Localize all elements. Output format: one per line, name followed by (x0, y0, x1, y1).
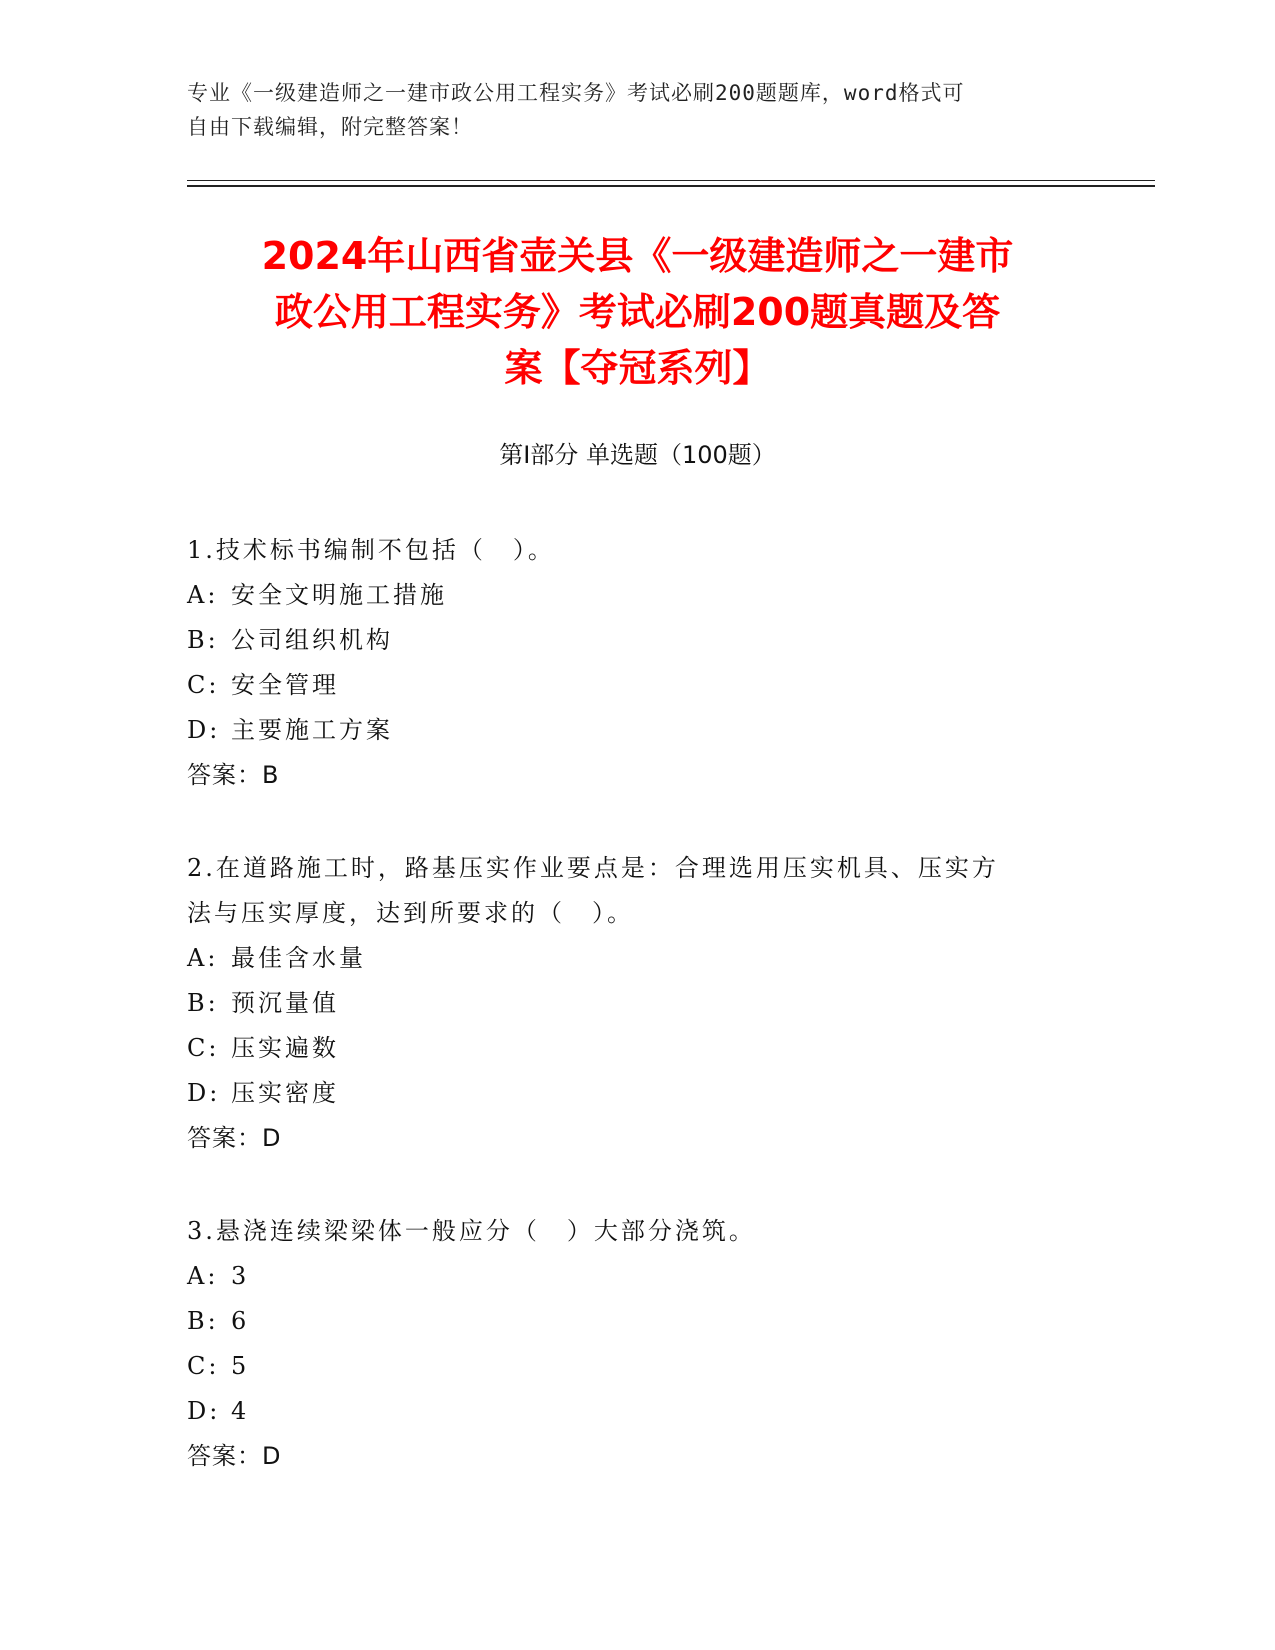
option-letter: D: (187, 1397, 221, 1425)
option-letter: B: (187, 626, 219, 654)
question-spacer (187, 798, 1067, 846)
option-d (187, 708, 1067, 753)
question-spacer (187, 1161, 1067, 1209)
document-title (180, 228, 1095, 396)
option-text: 3 (231, 1262, 250, 1290)
option-text: 预沉量值 (231, 989, 339, 1017)
option-c (187, 1026, 1067, 1071)
option-letter: D: (187, 1079, 221, 1107)
option-letter: C: (187, 1352, 220, 1380)
option-text: 6 (231, 1307, 250, 1335)
question-1 (187, 528, 1067, 798)
option-letter: C: (187, 671, 220, 699)
option-text: 压实密度 (231, 1079, 339, 1107)
section-heading: 第Ⅰ部分 单选题（100题） (499, 441, 776, 469)
option-a (187, 1254, 1067, 1299)
option-text: 安全文明施工措施 (231, 581, 447, 609)
question-stem-line: 3.悬浇连续梁梁体一般应分（ ）大部分浇筑。 (187, 1217, 756, 1245)
header-note (187, 76, 1077, 144)
option-letter: C: (187, 1034, 220, 1062)
option-c (187, 1344, 1067, 1389)
option-text: 安全管理 (231, 671, 339, 699)
document-title-line-3: 案【夺冠系列】 (504, 346, 771, 390)
question-stem (187, 1209, 1067, 1254)
question-2 (187, 846, 1067, 1161)
option-text: 公司组织机构 (231, 626, 393, 654)
option-text: 5 (231, 1352, 250, 1380)
option-d (187, 1389, 1067, 1434)
header-note-line-1: 专业《一级建造师之一建市政公用工程实务》考试必刷200题题库，word格式可 (187, 81, 965, 105)
question-list (187, 528, 1067, 1479)
answer-line: 答案：B (187, 761, 280, 789)
option-letter: A: (187, 581, 219, 609)
option-b (187, 981, 1067, 1026)
option-c (187, 663, 1067, 708)
option-a (187, 573, 1067, 618)
option-letter: B: (187, 1307, 219, 1335)
option-letter: A: (187, 944, 219, 972)
option-a (187, 936, 1067, 981)
document-title-line-2: 政公用工程实务》考试必刷200题真题及答 (274, 290, 1001, 334)
answer-line: 答案：D (187, 1442, 282, 1470)
answer-line: 答案：D (187, 1124, 282, 1152)
option-d (187, 1071, 1067, 1116)
question-stem-line: 2.在道路施工时，路基压实作业要点是：合理选用压实机具、压实方 (187, 854, 999, 882)
question-stem-line: 1.技术标书编制不包括（ ）。 (187, 536, 555, 564)
option-text: 主要施工方案 (231, 716, 393, 744)
header-note-line-2: 自由下载编辑，附完整答案！ (187, 115, 473, 139)
header-divider (187, 180, 1155, 187)
option-text: 压实遍数 (231, 1034, 339, 1062)
question-stem (187, 528, 1067, 573)
option-b (187, 618, 1067, 663)
option-text: 最佳含水量 (231, 944, 366, 972)
option-letter: B: (187, 989, 219, 1017)
document-title-line-1: 2024年山西省壶关县《一级建造师之一建市 (261, 234, 1014, 278)
question-stem-line: 法与压实厚度，达到所要求的（ ）。 (187, 899, 634, 927)
option-letter: A: (187, 1262, 219, 1290)
question-3 (187, 1209, 1067, 1479)
question-stem (187, 846, 1067, 936)
option-b (187, 1299, 1067, 1344)
option-letter: D: (187, 716, 221, 744)
option-text: 4 (231, 1397, 250, 1425)
